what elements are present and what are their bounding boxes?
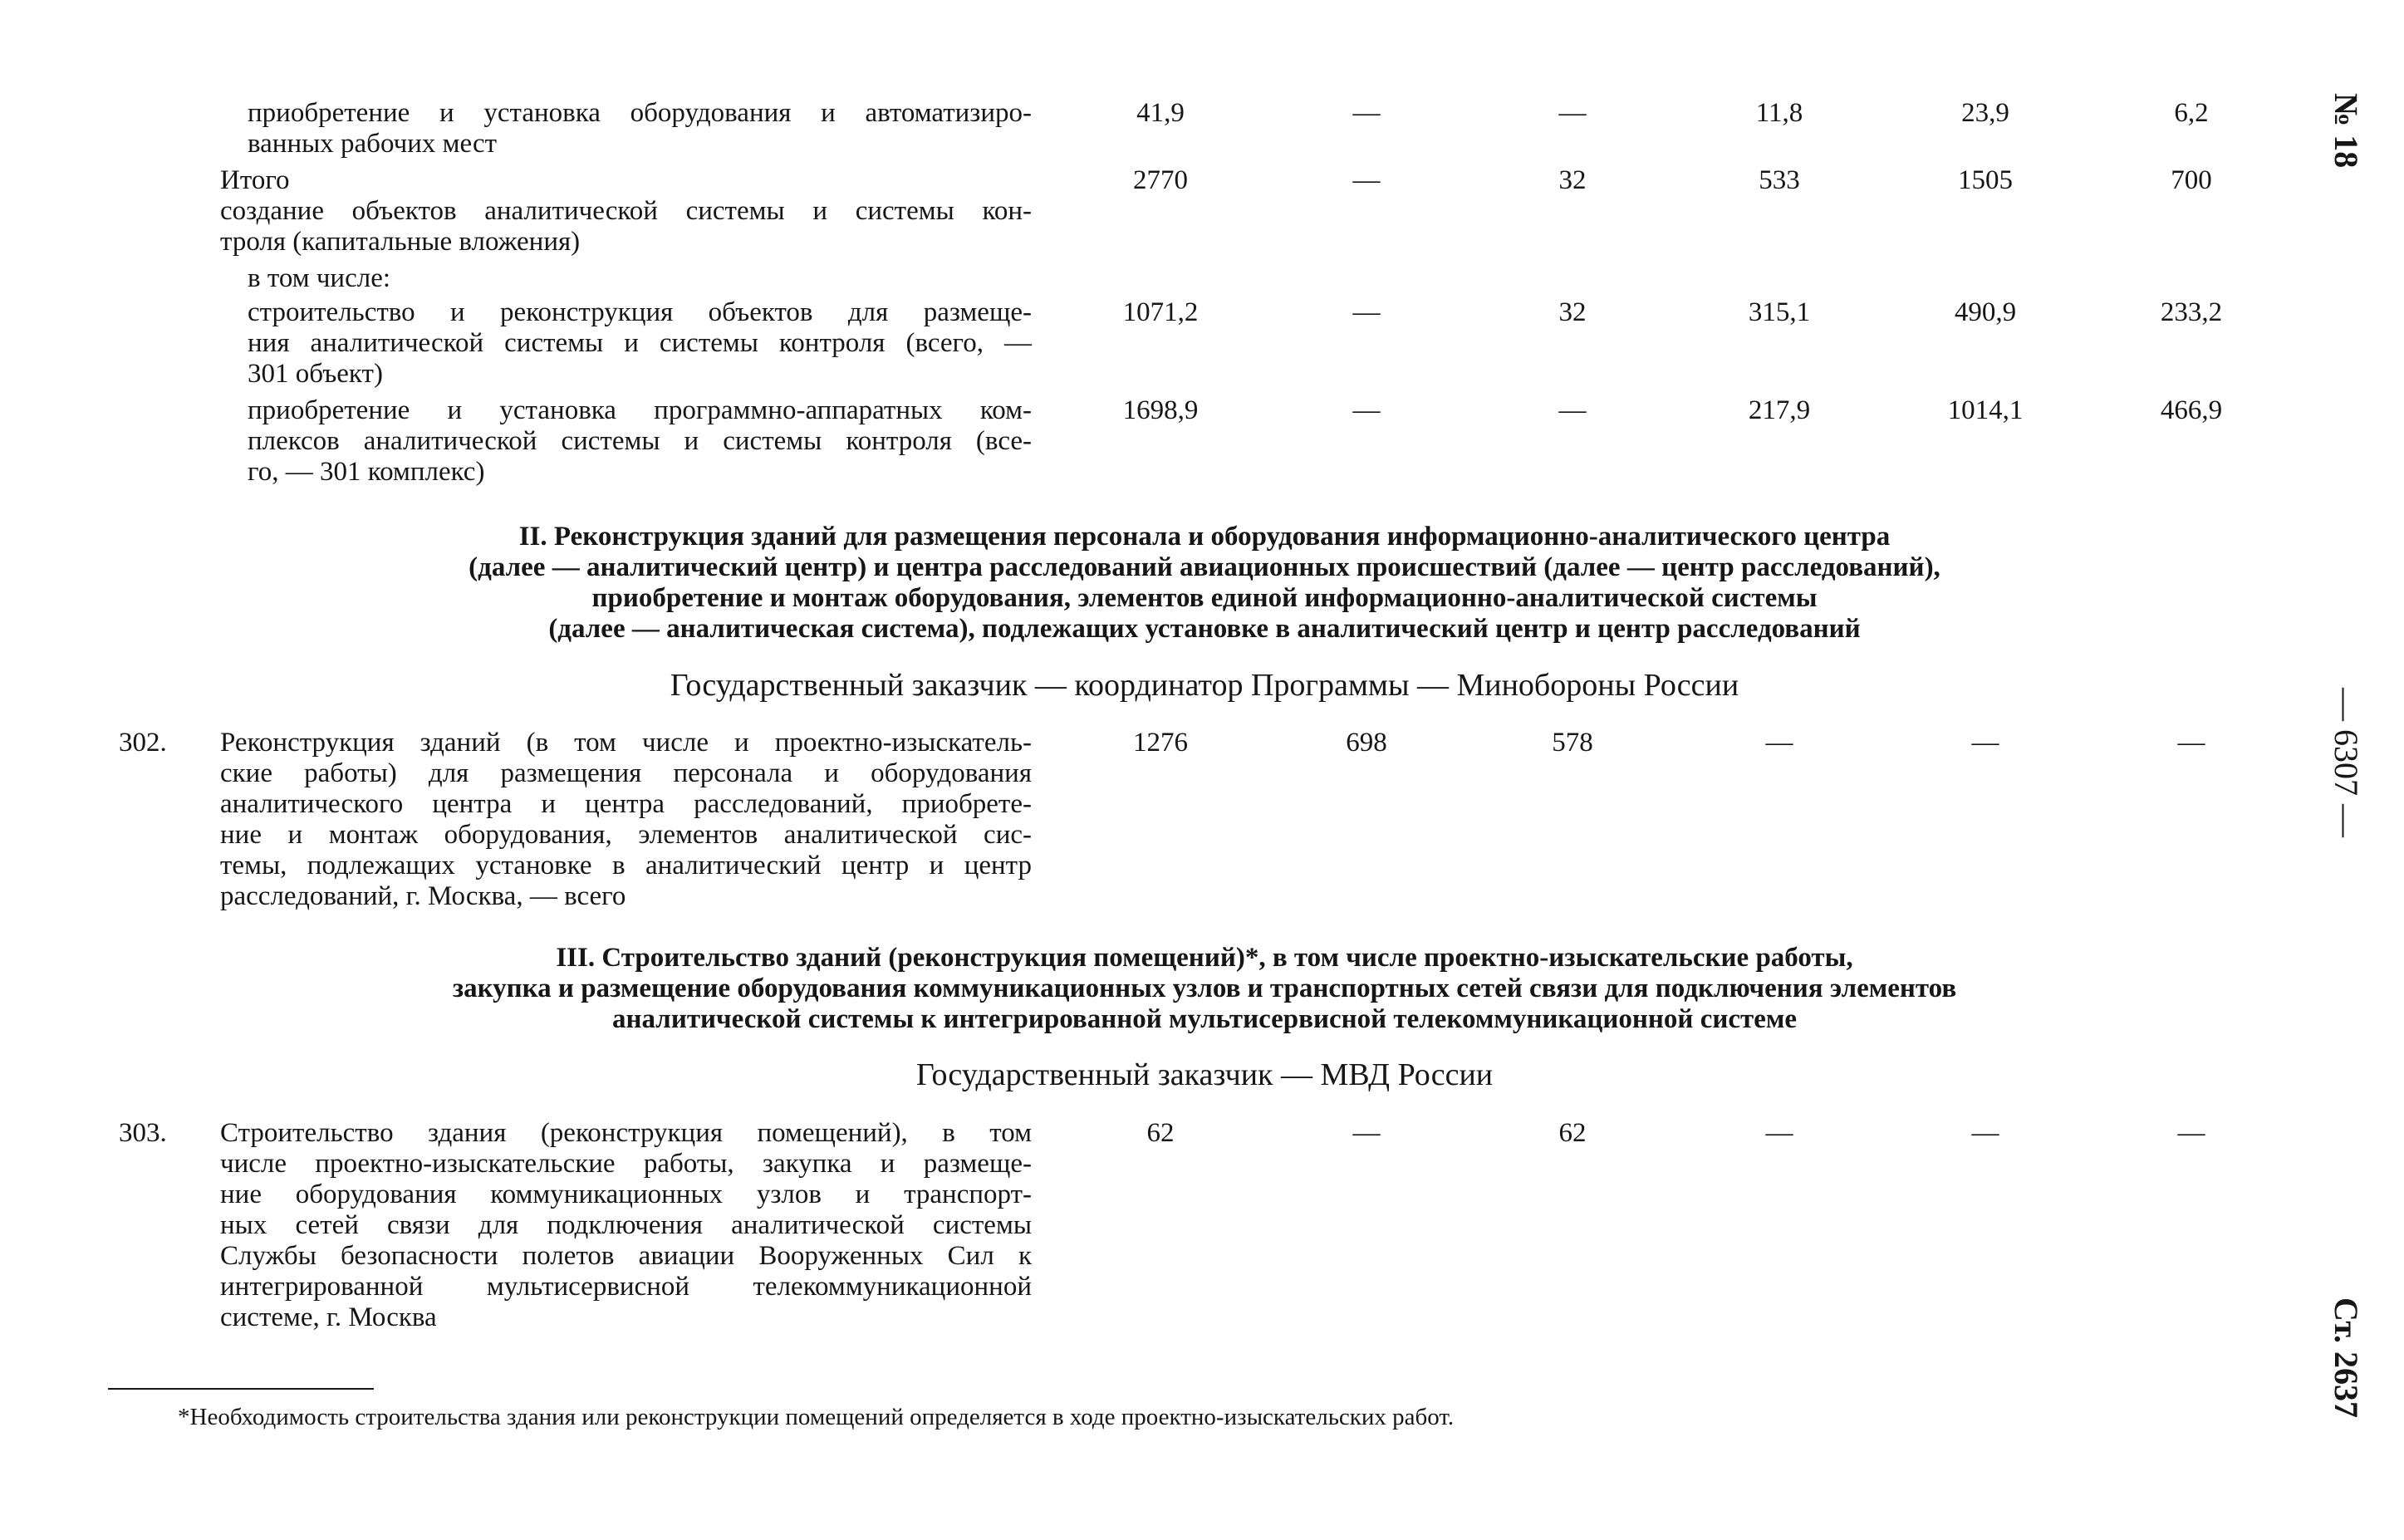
row-line: числе проектно-изыскательские работы, закупка и размеще-: [220, 1149, 1032, 1179]
value-cell: —: [1765, 1118, 1793, 1148]
row-line: го, — 301 комплекс): [248, 457, 485, 487]
including-label: в том числе:: [248, 263, 391, 293]
row-line: строительство и реконструкция объектов для размеще-: [248, 297, 1032, 327]
value-cell: —: [1558, 395, 1587, 425]
value-cell: —: [1765, 728, 1793, 758]
row-line: приобретение и установка оборудования и автоматизиро-: [248, 98, 1032, 128]
row-line: ванных рабочих мест: [248, 129, 498, 159]
row-line: интегрированной мультисервисной телекоммуникационной: [220, 1272, 1032, 1302]
section-title-line: закупка и размещение оборудования коммуникационных узлов и транспортных сетей связи для подключения элементов: [452, 974, 1957, 1003]
value-cell: 233,2: [2160, 297, 2223, 327]
row-line: Реконструкция зданий (в том числе и проектно-изыскатель-: [220, 728, 1032, 758]
row-line: ские работы) для размещения персонала и оборудования: [220, 758, 1032, 788]
value-cell: 700: [2171, 165, 2212, 195]
value-cell: 23,9: [1961, 98, 2009, 128]
item-302-desc: [220, 728, 1032, 912]
value-cell: 1276: [1133, 728, 1188, 758]
item-303-index: 303.: [119, 1118, 167, 1148]
value-cell: 32: [1558, 165, 1587, 195]
row-construction-desc: [248, 297, 1032, 390]
section-3-customer: Государственный заказчик — МВД России: [915, 1057, 1494, 1092]
value-cell: 533: [1759, 165, 1800, 195]
value-cell: 1014,1: [1947, 395, 2024, 425]
value-cell: —: [1971, 728, 1999, 758]
row-line: создание объектов аналитической системы и системы кон-: [220, 196, 1032, 226]
value-cell: 11,8: [1755, 98, 1803, 128]
section-2-customer: Государственный заказчик — координатор Программы — Минобороны России: [670, 668, 1739, 703]
row-line: приобретение и установка программно-аппаратных ком-: [248, 395, 1032, 425]
section-title-line: III. Строительство зданий (реконструкция помещений)*, в том числе проектно-изыскательские работы,: [556, 943, 1853, 973]
row-line: Службы безопасности полетов авиации Вооруженных Сил к: [220, 1241, 1032, 1271]
section-3-title: [249, 943, 2160, 1035]
footnote-rule: [108, 1388, 374, 1390]
item-303-desc: [220, 1118, 1032, 1333]
value-cell: 698: [1346, 728, 1387, 758]
section-title-line: (далее — аналитическая система), подлежащих установке в аналитический центр и центр расследований: [548, 614, 1861, 644]
row-line: ние оборудования коммуникационных узлов и транспорт-: [220, 1180, 1032, 1209]
value-cell: 62: [1146, 1118, 1175, 1148]
row-line: плексов аналитической системы и системы контроля (все-: [248, 426, 1032, 456]
value-cell: —: [1352, 1118, 1381, 1148]
value-cell: 1505: [1958, 165, 2013, 195]
value-cell: —: [1971, 1118, 1999, 1148]
row-equipment-desc: [248, 98, 1032, 159]
value-cell: —: [2177, 1118, 2205, 1148]
value-cell: —: [1352, 165, 1381, 195]
value-cell: —: [1558, 98, 1587, 128]
section-title-line: приобретение и монтаж оборудования, элементов единой информационно-аналитической системы: [591, 583, 1818, 613]
value-cell: 2770: [1133, 165, 1188, 195]
value-cell: 490,9: [1954, 297, 2017, 327]
row-total-desc: [220, 165, 1032, 257]
section-title-line: аналитической системы к интегрированной мультисервисной телекоммуникационной системе: [612, 1004, 1797, 1034]
value-cell: 62: [1558, 1118, 1587, 1148]
value-cell: 578: [1552, 728, 1593, 758]
value-cell: 41,9: [1136, 98, 1185, 128]
value-cell: 217,9: [1748, 395, 1811, 425]
total-label: Итого: [220, 165, 290, 195]
value-cell: 315,1: [1748, 297, 1811, 327]
section-title-line: II. Реконструкция зданий для размещения персонала и оборудования информационно-аналитического центра: [518, 522, 1891, 552]
value-cell: 6,2: [2174, 98, 2209, 128]
value-cell: 1698,9: [1122, 395, 1199, 425]
row-line: ных сетей связи для подключения аналитической системы: [220, 1210, 1032, 1240]
row-line: Строительство здания (реконструкция помещений), в том: [220, 1118, 1032, 1148]
page-number: — 6307 —: [2328, 688, 2365, 837]
value-cell: —: [2177, 728, 2205, 758]
section-title-line: (далее — аналитический центр) и центра расследований авиационных происшествий (далее — центр расследований),: [469, 552, 1940, 582]
row-line: темы, подлежащих установке в аналитический центр и центр: [220, 851, 1032, 880]
article-number: Ст. 2637: [2328, 1297, 2365, 1418]
row-line: аналитического центра и центра расследований, приобрете-: [220, 789, 1032, 819]
row-hardware-desc: [248, 395, 1032, 488]
value-cell: —: [1352, 395, 1381, 425]
row-line: 301 объект): [248, 359, 383, 389]
item-302-index: 302.: [119, 728, 167, 758]
value-cell: —: [1352, 98, 1381, 128]
value-cell: 1071,2: [1122, 297, 1199, 327]
section-2-title: [249, 522, 2160, 645]
row-line: ние и монтаж оборудования, элементов аналитической сис-: [220, 820, 1032, 850]
value-cell: 32: [1558, 297, 1587, 327]
row-line: системе, г. Москва: [220, 1302, 437, 1332]
issue-number: № 18: [2328, 93, 2365, 169]
row-line: троля (капитальные вложения): [220, 227, 581, 257]
row-line: расследований, г. Москва, — всего: [220, 881, 626, 911]
value-cell: —: [1352, 297, 1381, 327]
footnote: *Необходимость строительства здания или реконструкции помещений определяется в ходе проектно-изыскательских работ.: [178, 1404, 1455, 1430]
row-line: ния аналитической системы и системы контроля (всего, —: [248, 328, 1032, 358]
value-cell: 466,9: [2160, 395, 2223, 425]
